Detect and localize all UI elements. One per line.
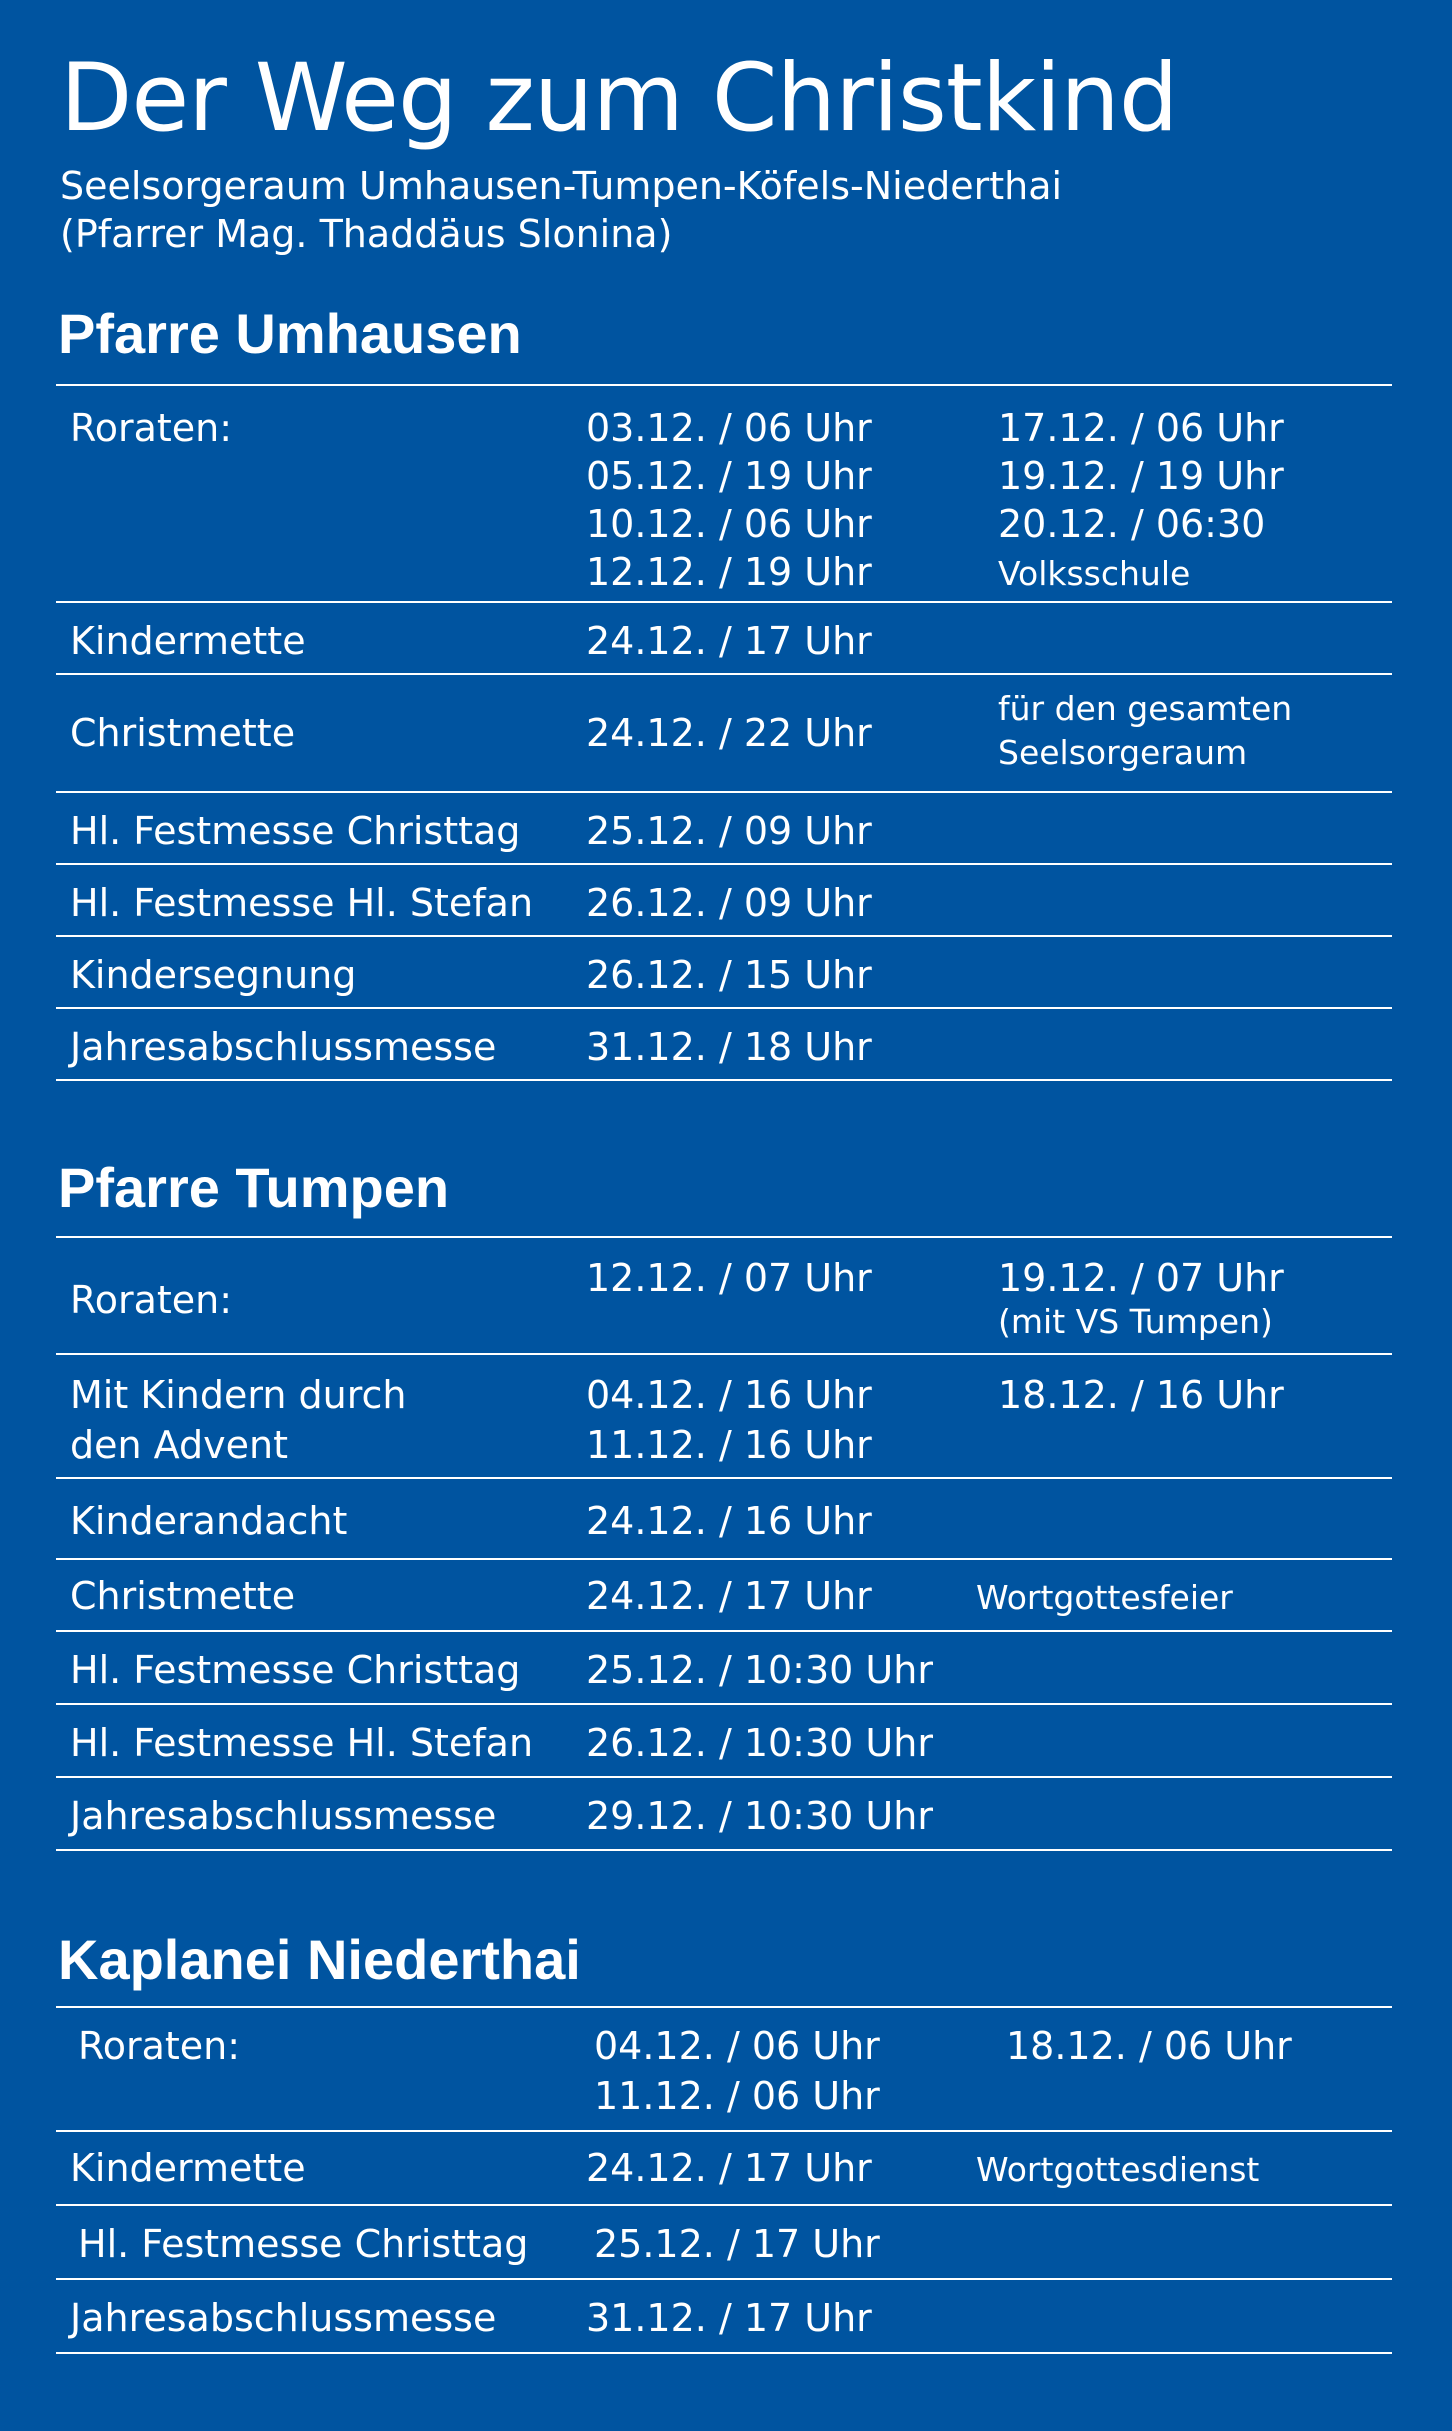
row-label: Hl. Festmesse Hl. Stefan: [70, 881, 534, 925]
row-time: 24.12. / 17 Uhr: [586, 1574, 872, 1618]
rorate-date: 10.12. / 06 Uhr: [586, 502, 872, 546]
subtitle-line-2: (Pfarrer Mag. Thaddäus Slonina): [60, 212, 673, 256]
section-niederthai: [56, 1928, 1392, 2354]
page-subtitle: [60, 162, 1062, 258]
row-time: 24.12. / 16 Uhr: [586, 1499, 872, 1543]
row-stefan: [56, 865, 1392, 937]
row-label: Hl. Festmesse Christtag: [78, 2222, 529, 2266]
section-title: Pfarre Tumpen: [58, 1156, 450, 1219]
row-label: Jahresabschlussmesse: [70, 1025, 497, 1069]
row-christmette: [56, 675, 1392, 793]
row-time: 29.12. / 10:30 Uhr: [586, 1794, 933, 1838]
row-note: Wortgottesfeier: [976, 1578, 1233, 1617]
row-note: Wortgottesdienst: [976, 2150, 1260, 2189]
row-label: Kindermette: [70, 2146, 306, 2190]
row-note: Seelsorgeraum: [998, 733, 1248, 772]
section-umhausen: [56, 302, 1392, 1081]
row-christtag: [56, 1632, 1392, 1705]
row-jahresabschluss: [56, 1778, 1392, 1851]
rorate-date: 11.12. / 06 Uhr: [594, 2074, 880, 2118]
row-jahresabschluss: [56, 2280, 1392, 2354]
row-time: 26.12. / 09 Uhr: [586, 881, 872, 925]
row-stefan: [56, 1705, 1392, 1778]
section-title: Pfarre Umhausen: [58, 302, 522, 365]
row-label: Roraten:: [70, 1278, 233, 1322]
rorate-date: 04.12. / 06 Uhr: [594, 2024, 880, 2068]
rorate-date: 18.12. / 06 Uhr: [1006, 2024, 1292, 2068]
row-label: Hl. Festmesse Hl. Stefan: [70, 1721, 534, 1765]
rorate-date: 12.12. / 19 Uhr: [586, 550, 872, 594]
row-advent: [56, 1355, 1392, 1479]
row-note: für den gesamten: [998, 689, 1293, 728]
row-roraten: [56, 1238, 1392, 1355]
row-time: 26.12. / 10:30 Uhr: [586, 1721, 933, 1765]
rorate-date: 17.12. / 06 Uhr: [998, 406, 1284, 450]
row-label: Hl. Festmesse Christtag: [70, 809, 521, 853]
section-tumpen: [56, 1156, 1392, 1851]
page-title: Der Weg zum Christkind: [60, 44, 1178, 153]
subtitle-line-1: Seelsorgeraum Umhausen-Tumpen-Köfels-Niederthai: [60, 164, 1063, 208]
row-label: Christmette: [70, 711, 296, 755]
row-label: Jahresabschlussmesse: [70, 2296, 497, 2340]
row-label: Roraten:: [78, 2024, 241, 2068]
rorate-date: 19.12. / 19 Uhr: [998, 454, 1284, 498]
rorate-date: 20.12. / 06:30: [998, 502, 1266, 546]
row-time: 24.12. / 22 Uhr: [586, 711, 872, 755]
row-time: 04.12. / 16 Uhr: [586, 1373, 872, 1417]
row-time: 25.12. / 09 Uhr: [586, 809, 872, 853]
row-label: Christmette: [70, 1574, 296, 1618]
row-time: 24.12. / 17 Uhr: [586, 619, 872, 663]
row-roraten: [56, 386, 1392, 603]
row-time: 31.12. / 18 Uhr: [586, 1025, 872, 1069]
row-label: Kindersegnung: [70, 953, 357, 997]
row-label: Kindermette: [70, 619, 306, 663]
row-time: 11.12. / 16 Uhr: [586, 1423, 872, 1467]
row-label: Roraten:: [70, 406, 233, 450]
row-label: den Advent: [70, 1423, 288, 1467]
row-time: 24.12. / 17 Uhr: [586, 2146, 872, 2190]
row-label: Kinderandacht: [70, 1499, 348, 1543]
row-christmette: [56, 1560, 1392, 1632]
row-label: Hl. Festmesse Christtag: [70, 1648, 521, 1692]
rorate-note: (mit VS Tumpen): [998, 1302, 1273, 1341]
row-kinderandacht: [56, 1479, 1392, 1560]
row-kindersegnung: [56, 937, 1392, 1009]
rorate-date: 03.12. / 06 Uhr: [586, 406, 872, 450]
row-christtag: [56, 2206, 1392, 2280]
row-jahresabschluss: [56, 1009, 1392, 1081]
rorate-note: Volksschule: [998, 554, 1191, 593]
row-roraten: [56, 2008, 1392, 2132]
row-time: 25.12. / 10:30 Uhr: [586, 1648, 933, 1692]
row-time: 26.12. / 15 Uhr: [586, 953, 872, 997]
section-title: Kaplanei Niederthai: [58, 1928, 581, 1991]
row-time: 31.12. / 17 Uhr: [586, 2296, 872, 2340]
rorate-date: 05.12. / 19 Uhr: [586, 454, 872, 498]
rorate-date: 19.12. / 07 Uhr: [998, 1256, 1284, 1300]
row-label: Jahresabschlussmesse: [70, 1794, 497, 1838]
rorate-date: 12.12. / 07 Uhr: [586, 1256, 872, 1300]
row-kindermette: [56, 603, 1392, 675]
row-time: 18.12. / 16 Uhr: [998, 1373, 1284, 1417]
row-christtag: [56, 793, 1392, 865]
row-label: Mit Kindern durch: [70, 1373, 407, 1417]
row-time: 25.12. / 17 Uhr: [594, 2222, 880, 2266]
row-kindermette: [56, 2132, 1392, 2206]
